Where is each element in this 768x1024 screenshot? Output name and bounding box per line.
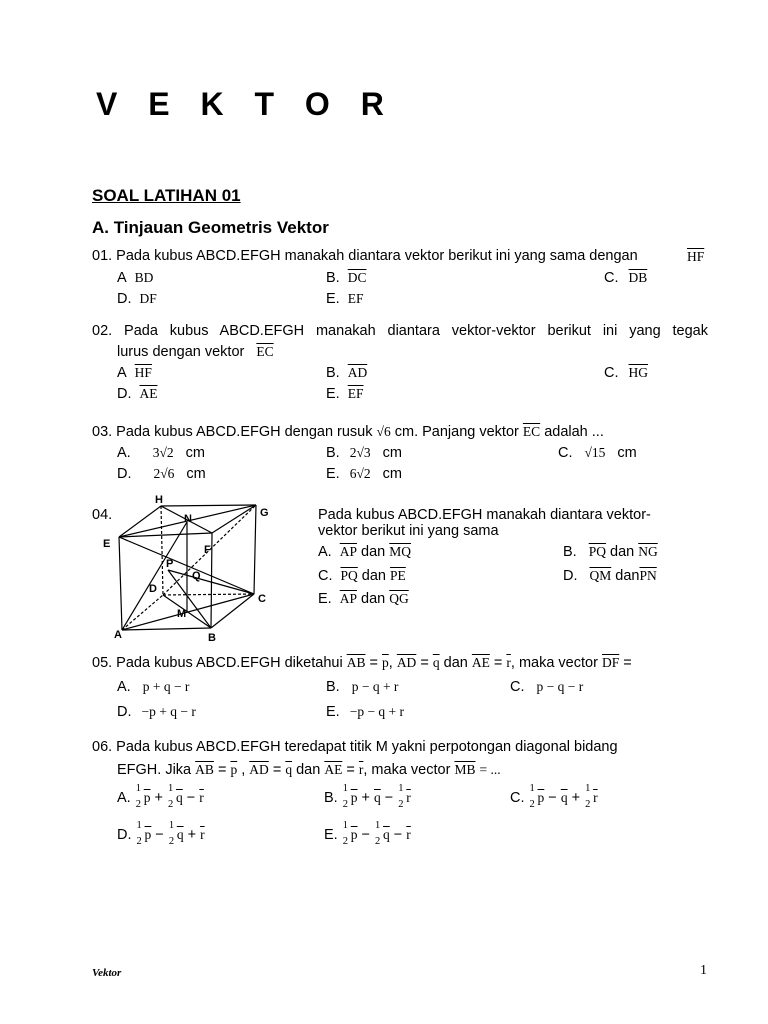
q04-opt-d-label: D. (563, 568, 578, 584)
q06-opt-d-label: D. (117, 826, 132, 843)
q04-opt-e-label: E. (318, 591, 332, 607)
q02-line1: 02. Pada kubus ABCD.EFGH manakah diantara vektor-vektor berikut ini yang tegak (92, 323, 708, 339)
q01-opt-e: EF (347, 291, 364, 306)
q06-mid: , maka vector (363, 762, 451, 778)
q05-opt-c: p − q − r (536, 679, 584, 694)
q05-dan: dan (443, 655, 468, 671)
fraction: 1 2 (342, 783, 348, 810)
q04-opt-a-v2: $\overline{MQ}$ (389, 544, 411, 559)
q06-opt-b-label: B. (324, 789, 338, 806)
q06-ad: $\overline{AD}$ (249, 762, 269, 777)
q05-text-post: , maka vector (510, 655, 598, 671)
q01-opt-e-label: E. (326, 291, 340, 307)
edge-dc (163, 594, 254, 595)
q04-opt-d-v1: $\overline{QM}$ (589, 568, 612, 583)
q05-r: $\overline{r}$ (506, 655, 511, 670)
q04-opt-d-dan: dan (615, 568, 640, 584)
q05-ab: $\overline{AB}$ (346, 655, 366, 670)
q04-opt-b-dan: dan (610, 544, 635, 560)
q03-rusuk: √6 (376, 424, 391, 439)
q06-dan: dan (296, 762, 321, 778)
q01-text: 01. Pada kubus ABCD.EFGH manakah diantara vektor berikut ini yang sama dengan (92, 248, 638, 264)
q06-opt-a-label: A. (117, 789, 131, 806)
q03-opt-e-label: E. (326, 466, 340, 482)
q04-opt-b-label: B. (563, 544, 577, 560)
q05-ad: $\overline{AD}$ (396, 655, 417, 670)
figure-label-m: M (177, 608, 187, 620)
q05-p: $\overline{p}$ (382, 655, 389, 670)
q02-opt-e: $\overline{EF}$ (347, 386, 364, 401)
q03-text-post: adalah ... (544, 424, 604, 440)
q01-opt-a: BD (134, 270, 154, 285)
figure-label-c: C (258, 593, 266, 605)
edge-fb (211, 533, 212, 628)
q02-opt-c-label: C. (604, 365, 619, 381)
edge-hd (161, 506, 163, 595)
q05-opt-b-label: B. (326, 679, 340, 695)
q06-ae: $\overline{AE}$ (324, 762, 343, 777)
cube-figure (100, 495, 285, 645)
q03-opt-d-unit: cm (186, 466, 206, 482)
q02-opt-c: $\overline{HG}$ (628, 365, 648, 380)
q02-line2: lurus dengan vektor (117, 344, 245, 360)
q04-line1: Pada kubus ABCD.EFGH manakah diantara vektor- (318, 507, 651, 523)
q03-opt-a: 3√2 (152, 445, 174, 460)
q05-text-pre: 05. Pada kubus ABCD.EFGH diketahui (92, 655, 343, 671)
edge-ea (119, 537, 122, 630)
q05-opt-e-label: E. (326, 704, 340, 720)
fraction: 1 2 (529, 783, 535, 810)
q01-opt-d: DF (139, 291, 157, 306)
q05-opt-c-label: C. (510, 679, 525, 695)
q03-text-mid: cm. Panjang vektor (394, 424, 519, 440)
q02-vector: $\overline{EC}$ (256, 344, 274, 359)
fraction: 1 2 (168, 783, 174, 810)
figure-label-d: D (149, 583, 157, 595)
q03-opt-b: 2√3 (349, 445, 371, 460)
edge-gc (254, 505, 256, 594)
q04-opt-e-v2: $\overline{QG}$ (389, 591, 409, 606)
q06-opt-c-label: C. (510, 789, 525, 806)
q01-opt-c: $\overline{DB}$ (628, 270, 648, 285)
figure-label-h: H (155, 495, 163, 506)
q04-number: 04. (92, 507, 113, 523)
fraction: 1 2 (375, 820, 381, 847)
q02-opt-a: $\overline{HF}$ (134, 365, 152, 380)
q03-opt-d-label: D. (117, 466, 132, 482)
page-title: V E K T O R (96, 86, 395, 122)
q06-line2-pre: EFGH. Jika (117, 762, 192, 778)
section-heading: SOAL LATIHAN 01 (92, 186, 241, 205)
q05-opt-a-label: A. (117, 679, 131, 695)
figure-label-f: F (204, 544, 211, 556)
q03-opt-d: 2√6 (153, 466, 175, 481)
q01-opt-d-label: D. (117, 291, 132, 307)
fraction: 1 2 (135, 783, 141, 810)
subsection-heading: A. Tinjauan Geometris Vektor (92, 218, 329, 237)
q03-opt-c: √15 (584, 445, 606, 460)
line-pb (168, 570, 211, 628)
q04-opt-a-label: A. (318, 544, 332, 560)
q01-opt-a-label: A (117, 270, 127, 286)
q05-df: $\overline{DF}$ (601, 655, 620, 670)
q03-opt-e: 6√2 (349, 466, 371, 481)
figure-label-n: N (184, 513, 192, 525)
q06-post: = ... (479, 762, 501, 777)
q06-ab: $\overline{AB}$ (195, 762, 214, 777)
q06-p: $\overline{p}$ (230, 762, 238, 777)
edge-gf (212, 505, 256, 533)
q05-opt-b: p − q + r (351, 679, 399, 694)
q02-opt-d-label: D. (117, 386, 132, 402)
q04-opt-a-dan: dan (361, 544, 386, 560)
q05-opt-d: −p + q − r (141, 704, 196, 719)
q04-opt-c-v1: $\overline{PQ}$ (340, 568, 358, 583)
q05-q: $\overline{q}$ (432, 655, 440, 670)
figure-label-e: E (103, 538, 111, 550)
q05-opt-a: p + q − r (142, 679, 190, 694)
q03-text-pre: 03. Pada kubus ABCD.EFGH dengan rusuk (92, 424, 373, 440)
q03-opt-e-unit: cm (382, 466, 402, 482)
q03-vector: $\overline{EC}$ (522, 424, 541, 439)
q06-opt-e-label: E. (324, 826, 338, 843)
q06-mb: $\overline{MB}$ (454, 762, 476, 777)
q04-opt-e-v1: $\overline{AP}$ (339, 591, 357, 606)
q05-ae: $\overline{AE}$ (471, 655, 490, 670)
figure-label-g: G (260, 507, 269, 519)
q04-opt-b-v2: $\overline{NG}$ (638, 544, 658, 559)
q04-opt-c-label: C. (318, 568, 333, 584)
edge-bc (211, 594, 254, 628)
q06-q: $\overline{q}$ (285, 762, 293, 777)
q01-opt-c-label: C. (604, 270, 619, 286)
q03-opt-b-unit: cm (382, 445, 402, 461)
q03-opt-b-label: B. (326, 445, 340, 461)
fraction: 1 2 (168, 820, 175, 847)
q02-opt-d: $\overline{AE}$ (139, 386, 158, 401)
figure-label-p: P (166, 558, 174, 570)
q03-opt-a-label: A. (117, 445, 131, 461)
q04-opt-c-dan: dan (361, 568, 386, 584)
fraction: 1 2 (342, 820, 348, 847)
fraction: 1 2 (136, 820, 142, 847)
q04-opt-d-v2: $\overline{PN}$ (639, 568, 657, 583)
q04-opt-e-dan: dan (361, 591, 386, 607)
q04-opt-b-v1: $\overline{PQ}$ (588, 544, 606, 559)
q04-opt-c-v2: $\overline{PE}$ (390, 568, 406, 583)
figure-label-q: Q (192, 570, 201, 582)
page-number: 1 (700, 963, 707, 978)
edge-ab (122, 628, 211, 630)
q02-opt-b-label: B. (326, 365, 340, 381)
q02-opt-e-label: E. (326, 386, 340, 402)
edge-hg (161, 505, 256, 506)
fraction: 1 2 (585, 783, 591, 810)
figure-label-a: A (114, 629, 122, 641)
q05-opt-e: −p − q + r (349, 704, 405, 719)
q04-line2: vektor berikut ini yang sama (318, 523, 499, 539)
q03-opt-c-label: C. (558, 445, 573, 461)
q05-opt-d-label: D. (117, 704, 132, 720)
q02-opt-b: $\overline{AD}$ (347, 365, 368, 380)
q01-opt-b-label: B. (326, 270, 340, 286)
q04-opt-a-v1: $\overline{AP}$ (339, 544, 357, 559)
q06-r: $\overline{r}$ (358, 762, 364, 777)
q03-opt-c-unit: cm (617, 445, 637, 461)
fraction: 1 2 (398, 783, 404, 810)
q02-opt-a-label: A (117, 365, 127, 381)
footer-title: Vektor (92, 967, 122, 979)
figure-label-b: B (208, 632, 216, 644)
q01-opt-b: $\overline{DC}$ (347, 270, 367, 285)
q03-opt-a-unit: cm (185, 445, 205, 461)
q06-line1: 06. Pada kubus ABCD.EFGH teredapat titik M yakni perpotongan diagonal bidang (92, 739, 618, 755)
q01-vector: $\overline{HF}$ (687, 249, 705, 264)
